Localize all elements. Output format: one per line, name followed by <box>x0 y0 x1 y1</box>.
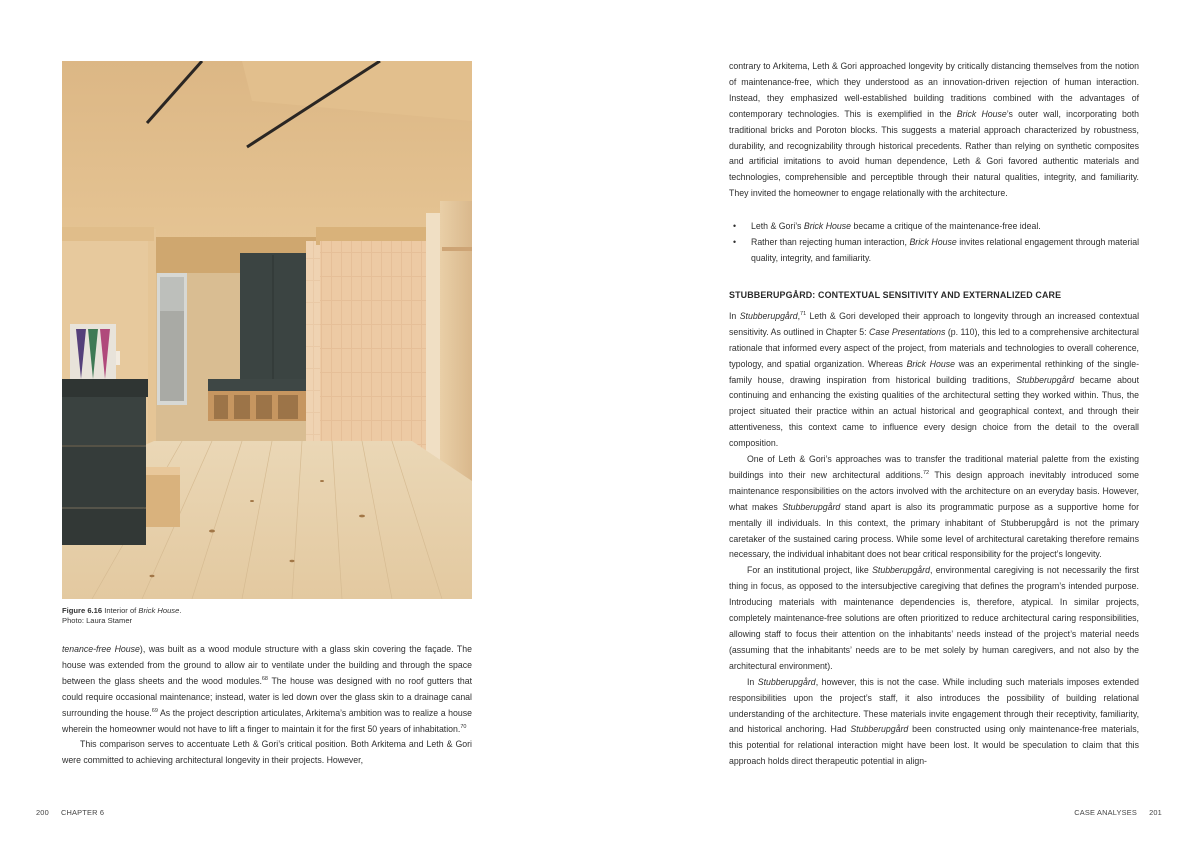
text-run: ’s outer wall, incorporating both traditional bricks and Poroton blocks. This suggests a material approach characterized by robustness, durability, and recognizability through historical precedents. Rather than relying on synthetic composites and artificial imitations to avoid human dependence, Leth & Gori favored authentic materials and technologies, comprehensible and perceptible through their natural qualities, integrity, and familiarity. They invited the homeowner to engage relationally with the architecture. <box>729 108 1140 199</box>
footnote-ref: 68 <box>261 675 268 682</box>
running-footer-chapter: CHAPTER 6 <box>60 808 105 817</box>
text-run: was an experimental rethinking of the single-family house, drawing inspiration from historical building traditions, <box>729 358 1139 385</box>
italic-title: tenance-free House <box>62 644 140 654</box>
left-body-text <box>62 642 472 769</box>
text-run: This comparison serves to accentuate Leth & Gori’s critical position. Both Arkitema and Leth & Gori were committed to achieving architectural longevity in their projects. However, <box>62 739 472 766</box>
text-run: This design approach inevitably introduced some maintenance responsibilities on the actors involved with the architecture on an everyday basis. However, what makes <box>729 469 1139 512</box>
bullet-item <box>729 219 1139 235</box>
italic-title: Stubberupgård <box>782 501 841 512</box>
text-run: Leth & Gori developed their approach to longevity through an increased contextual sensitivity. As outlined in Chapter 5: <box>729 310 1140 337</box>
text-run: invites relational engagement through material quality, integrity, and familiarity. <box>751 237 1140 263</box>
figure-credit: Photo: Laura Stamer <box>62 616 133 625</box>
text-run: In <box>729 310 740 321</box>
italic-title: Stubberupgård <box>872 565 930 576</box>
running-footer-section: CASE ANALYSES <box>1074 808 1138 817</box>
footnote-ref: 72 <box>922 470 930 477</box>
footnote-ref: 71 <box>800 310 807 317</box>
text-run: One of Leth & Gori’s approaches was to transfer the traditional material palette from the existing buildings into their new architectural additions. <box>729 454 1139 480</box>
right-page-number: 201 <box>1149 808 1162 817</box>
section-paragraph-4 <box>729 675 1139 770</box>
text-run: , however, this is not the case. While including such materials imposes extended responsibilities upon the project’s staff, it also introduces the possibility of building relational understanding of the architecture. These materials invite engagement through their receptivity, familiarity, and historical anchoring. Had <box>729 676 1139 735</box>
section-heading: STUBBERUPGÅRD: CONTEXTUAL SENSITIVITY AND EXTERNALIZED CARE <box>729 289 1062 300</box>
italic-title: Brick House <box>956 108 1007 119</box>
text-run: , <box>797 310 801 321</box>
italic-title: Stubberupgård <box>757 676 816 687</box>
text-run: The house was designed with no roof gutters that could require occasional maintenance; instead, water is led down over the glass skin to a drainage canal surrounding the house. <box>62 675 472 718</box>
footnote-ref: 70 <box>460 723 467 730</box>
text-run: stand apart is also its programmatic purpose as a supportive home for mentally ill individuals. In this context, the primary inhabitant of Stubberupgård is not the primary caretaker of the sustained caring process. While some level of architectural caretaking therefore remains necessary, the individual inhabitant does not bear critical responsibility for the project’s longevity. <box>729 501 1139 560</box>
figure-caption-title: Brick House <box>138 606 180 615</box>
text-run: , environmental caregiving is not necessarily the first thing in focus, as opposed to the intersubjective caregiving that defines the program’s intended purpose. Introducing materials with maintenance dependencies is, therefore, atypical. In similar projects, completely maintenance-free solutions are often prioritized to reduce architectural caring responsibilities, allowing staff to focus their attention on the inhabitants’ needs instead of the project’s material needs (assuming that the inhabitants’ needs are to be met solely by human caregivers, and not also by the architectural environment). <box>729 565 1139 671</box>
text-run: In <box>747 676 758 687</box>
section-paragraph-2 <box>729 452 1139 563</box>
text-run: Leth & Gori’s <box>751 221 804 232</box>
figure-caption-line <box>62 606 472 616</box>
italic-title: Stubberupgård <box>739 310 798 321</box>
figure-caption <box>62 606 472 626</box>
bullet-item <box>729 235 1139 267</box>
figure-caption-end: . <box>179 606 182 615</box>
italic-title: Brick House <box>803 221 852 232</box>
text-run: Rather than rejecting human interaction, <box>751 237 910 248</box>
right-body-text <box>729 59 1139 770</box>
text-run: contrary to Arkitema, Leth & Gori approached longevity by critically distancing themselves from the notion of maintenance-free, which they understood as an innovation-driven rejection of human interaction. Instead, they emphasized well-established building traditions combined with the advantages of contemporary technologies. This is exemplified in the <box>729 61 1139 119</box>
left-footer <box>36 808 104 817</box>
summary-bullet-list <box>729 219 1139 267</box>
section-paragraph-1 <box>729 309 1139 452</box>
italic-title: Brick House <box>909 237 957 248</box>
section-paragraph-3 <box>729 563 1139 674</box>
text-run: For an institutional project, like <box>747 565 873 576</box>
brick-house-interior-photo <box>62 61 472 599</box>
italic-title: Stubberupgård <box>850 724 909 735</box>
left-paragraph-1 <box>62 642 472 737</box>
right-footer <box>1074 808 1162 817</box>
text-run: ), was built as a wood module structure with a glass skin covering the façade. The house was extended from the ground to allow air to ventilate under the building and through the space between the glass sheets and the wood modules. <box>62 644 472 686</box>
right-intro-paragraph <box>729 59 1139 202</box>
footnote-ref: 69 <box>151 707 158 714</box>
italic-title: Stubberupgård <box>1016 374 1075 385</box>
left-paragraph-2 <box>62 737 472 769</box>
text-run: (p. 110), this led to a comprehensive architectural rationale that informed every aspect of the project, from materials and technologies to overall coherence, typology, and spatial organization. Whereas <box>729 326 1139 369</box>
left-page-number: 200 <box>36 808 49 817</box>
italic-title: Brick House <box>906 358 955 369</box>
italic-title: Case Presentations <box>869 326 946 337</box>
text-run: became a critique of the maintenance-free ideal. <box>851 221 1041 232</box>
figure-number: Figure 6.16 <box>62 606 103 615</box>
text-run: As the project description articulates, Arkitema’s ambition was to realize a house wherein the homeowner would not have to lift a finger to maintain it for the first 50 years of inhabitation. <box>62 707 472 734</box>
text-run: been constructed using only maintenance-free materials, this potential for relational interaction might have been lost. It would be speculation to claim that this approach holds direct therapeutic potential in align- <box>729 724 1139 767</box>
text-run: became about continuing and enhancing the existing qualities of the architectural setting they worked within. Thus, the project situated their practice within an actual historical and geographical context, and through their attentiveness, this context came to influence every design choice from the detail to the overall composition. <box>729 374 1140 449</box>
figure-caption-text: Interior of <box>102 606 139 615</box>
